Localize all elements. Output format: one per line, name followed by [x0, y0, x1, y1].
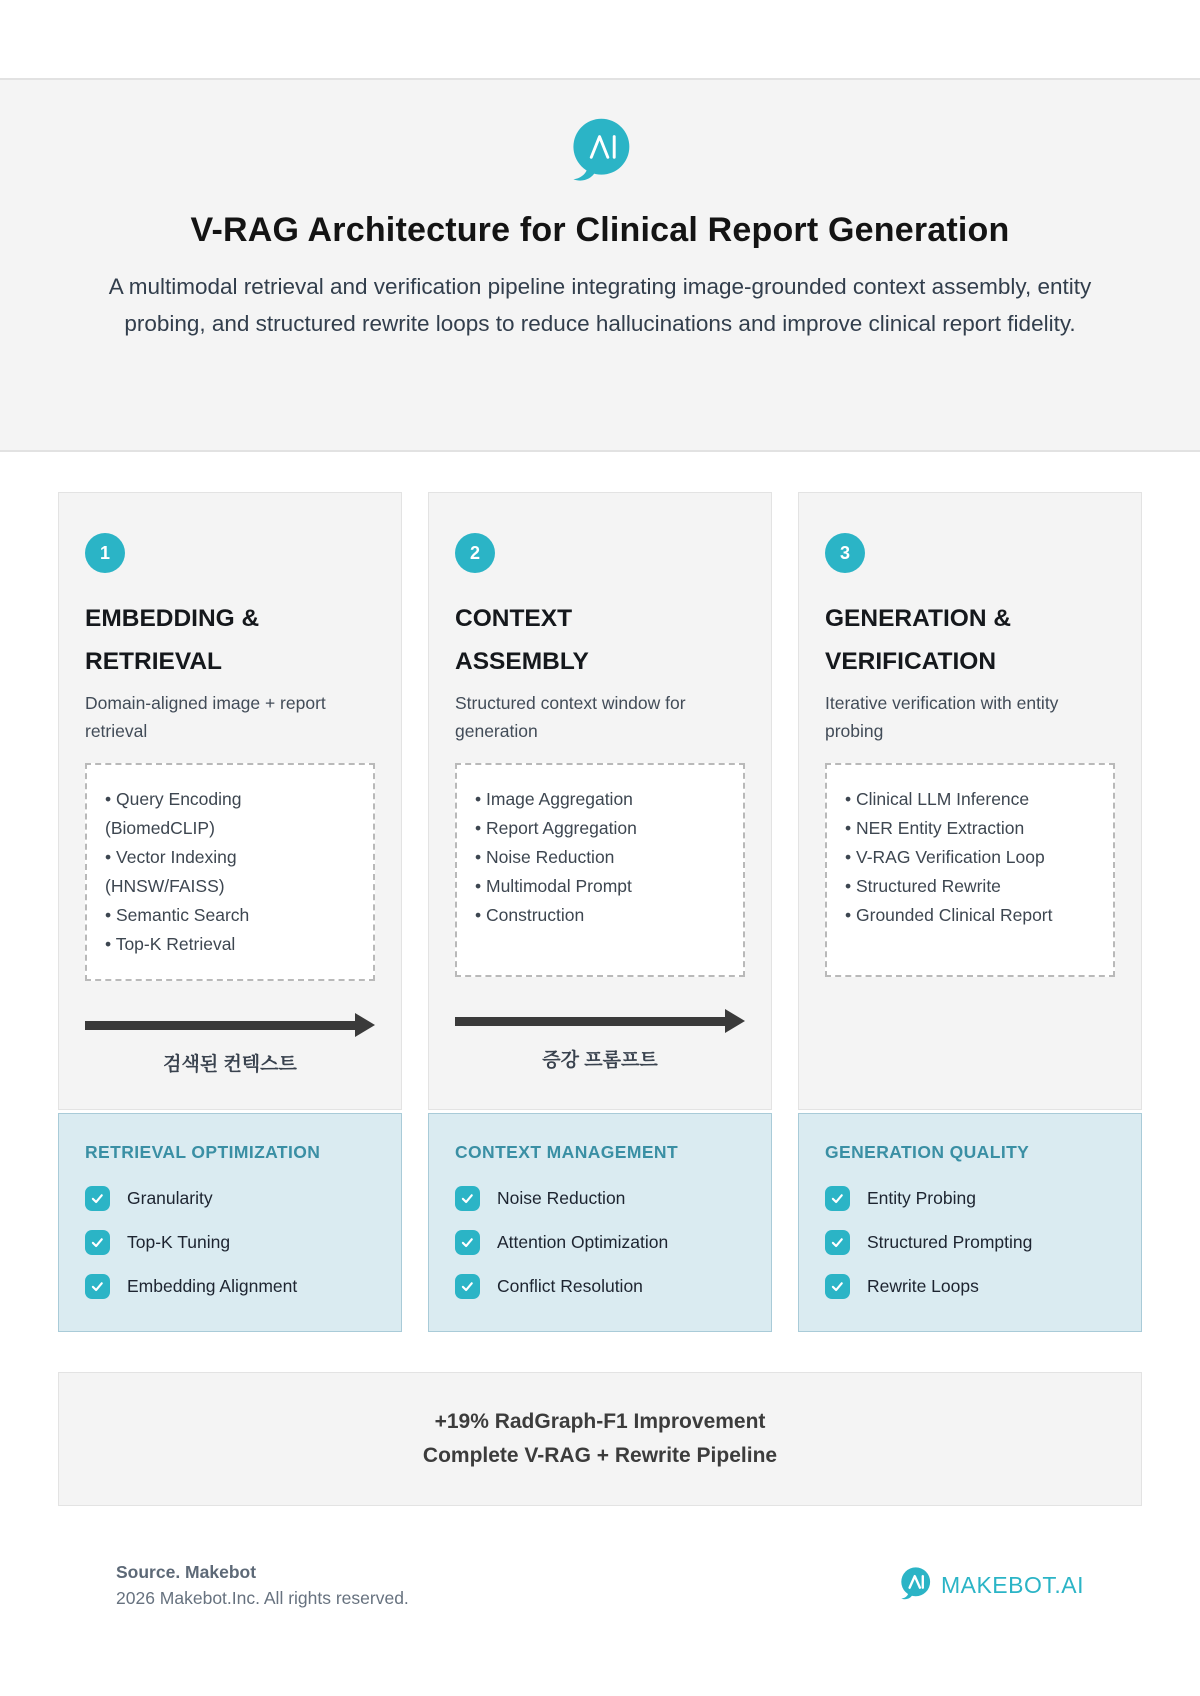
list-item: • Construction — [475, 901, 725, 930]
check-label: Attention Optimization — [497, 1232, 669, 1252]
step-number-badge — [455, 533, 495, 573]
arrow-label: 검색된 컨텍스트 — [163, 1054, 297, 1075]
check-item — [85, 1186, 375, 1211]
step-title — [825, 597, 1115, 683]
check-item — [455, 1186, 745, 1211]
step-number: 1 — [99, 542, 110, 563]
step-title — [85, 597, 375, 683]
arrow-block-empty — [825, 993, 1115, 1085]
check-label: Structured Prompting — [867, 1232, 1033, 1252]
checkbox-checked-icon[interactable] — [455, 1274, 480, 1299]
step-title-line: EMBEDDING & — [85, 605, 260, 632]
list-item: • Grounded Clinical Report — [845, 901, 1095, 930]
step-item-list — [825, 763, 1115, 977]
step-title-line: GENERATION & — [825, 605, 1012, 632]
checkbox-checked-icon[interactable] — [825, 1274, 850, 1299]
step-description: Domain-aligned image + report retrieval — [85, 693, 326, 741]
header-band — [0, 78, 1200, 452]
copyright-label: 2026 Makebot.Inc. All rights reserved. — [116, 1588, 409, 1608]
check-item — [85, 1274, 375, 1299]
list-item: • Structured Rewrite — [845, 872, 1095, 901]
generation-quality-panel — [798, 1113, 1142, 1332]
arrow-head — [725, 1009, 745, 1033]
step-item-list — [455, 763, 745, 977]
source-label: Source. Makebot — [116, 1562, 257, 1582]
pipeline-step-context-assembly — [428, 492, 772, 1332]
list-item: • Clinical LLM Inference — [845, 785, 1095, 814]
step-title-line: CONTEXT — [455, 605, 573, 632]
check-label: Granularity — [127, 1188, 213, 1208]
checkbox-checked-icon[interactable] — [825, 1230, 850, 1255]
pipeline-step-embedding-retrieval — [58, 492, 402, 1332]
check-label: Rewrite Loops — [867, 1276, 979, 1296]
check-label: Entity Probing — [867, 1188, 976, 1208]
list-item: • Image Aggregation — [475, 785, 725, 814]
page-title: V-RAG Architecture for Clinical Report Generation — [190, 211, 1010, 249]
arrow-label: 증강 프롬프트 — [542, 1050, 658, 1071]
step-number-badge — [85, 533, 125, 573]
step-card — [58, 492, 402, 1110]
checkbox-checked-icon[interactable] — [825, 1186, 850, 1211]
arrow-head — [355, 1013, 375, 1037]
right-arrow-icon — [85, 1013, 375, 1037]
list-item: • Query Encoding (BiomedCLIP) — [105, 785, 355, 843]
pipeline-columns — [58, 492, 1142, 1332]
list-item: • Report Aggregation — [475, 814, 725, 843]
step-description: Iterative verification with entity probing — [825, 693, 1059, 741]
check-item — [825, 1186, 1115, 1211]
step-title — [455, 597, 745, 683]
check-item — [85, 1230, 375, 1255]
arrow-line — [455, 1017, 725, 1026]
checkbox-checked-icon[interactable] — [85, 1274, 110, 1299]
checkbox-checked-icon[interactable] — [455, 1230, 480, 1255]
footer-left — [116, 1562, 409, 1609]
panel-title: RETRIEVAL OPTIMIZATION — [85, 1142, 321, 1162]
check-item — [455, 1274, 745, 1299]
step-description: Structured context window for generation — [455, 693, 686, 741]
right-arrow-icon — [455, 1009, 745, 1033]
check-label: Top-K Tuning — [127, 1232, 231, 1252]
step-title-line: VERIFICATION — [825, 648, 997, 675]
check-label: Conflict Resolution — [497, 1276, 643, 1296]
panel-title: GENERATION QUALITY — [825, 1142, 1030, 1162]
arrow-block — [455, 993, 745, 1085]
check-label: Embedding Alignment — [127, 1276, 298, 1296]
pipeline-step-generation-verification — [798, 492, 1142, 1332]
check-item — [825, 1230, 1115, 1255]
list-item: • Multimodal Prompt — [475, 872, 725, 901]
step-number: 3 — [839, 542, 850, 563]
checkbox-checked-icon[interactable] — [85, 1230, 110, 1255]
list-item: • V-RAG Verification Loop — [845, 843, 1095, 872]
checkbox-checked-icon[interactable] — [85, 1186, 110, 1211]
check-item — [825, 1274, 1115, 1299]
check-label: Noise Reduction — [497, 1188, 626, 1208]
list-item: • Vector Indexing (HNSW/FAISS) — [105, 843, 355, 901]
list-item: • Semantic Search — [105, 901, 355, 930]
step-card — [798, 492, 1142, 1110]
step-item-list — [85, 763, 375, 981]
ai-speech-bubble-icon — [567, 116, 633, 187]
step-number-badge — [825, 533, 865, 573]
context-management-panel — [428, 1113, 772, 1332]
makebot-brand — [898, 1566, 1084, 1605]
check-item — [455, 1230, 745, 1255]
step-number: 2 — [469, 542, 480, 563]
result-banner — [58, 1372, 1142, 1506]
list-item: • NER Entity Extraction — [845, 814, 1095, 843]
step-title-line: ASSEMBLY — [455, 648, 589, 675]
checkbox-checked-icon[interactable] — [455, 1186, 480, 1211]
footer — [116, 1562, 1084, 1609]
retrieval-optimization-panel — [58, 1113, 402, 1332]
brand-name: MAKEBOT.AI — [940, 1572, 1084, 1598]
result-line-1: +19% RadGraph-F1 Improvement — [434, 1410, 766, 1433]
list-item: • Noise Reduction — [475, 843, 725, 872]
list-item: • Top-K Retrieval — [105, 930, 355, 959]
panel-title: CONTEXT MANAGEMENT — [455, 1142, 679, 1162]
result-line-2: Complete V-RAG + Rewrite Pipeline — [422, 1444, 778, 1467]
step-card — [428, 492, 772, 1110]
ai-speech-bubble-icon — [898, 1566, 932, 1605]
page-subtitle: A multimodal retrieval and verification pipeline integrating image-grounded context assembly, entity probing, and structured rewrite loops to reduce hallucinations and improve clinical report fidelity. — [108, 274, 1092, 336]
arrow-line — [85, 1021, 355, 1030]
step-title-line: RETRIEVAL — [85, 648, 223, 675]
arrow-block — [85, 997, 375, 1085]
main-content — [0, 452, 1200, 1609]
